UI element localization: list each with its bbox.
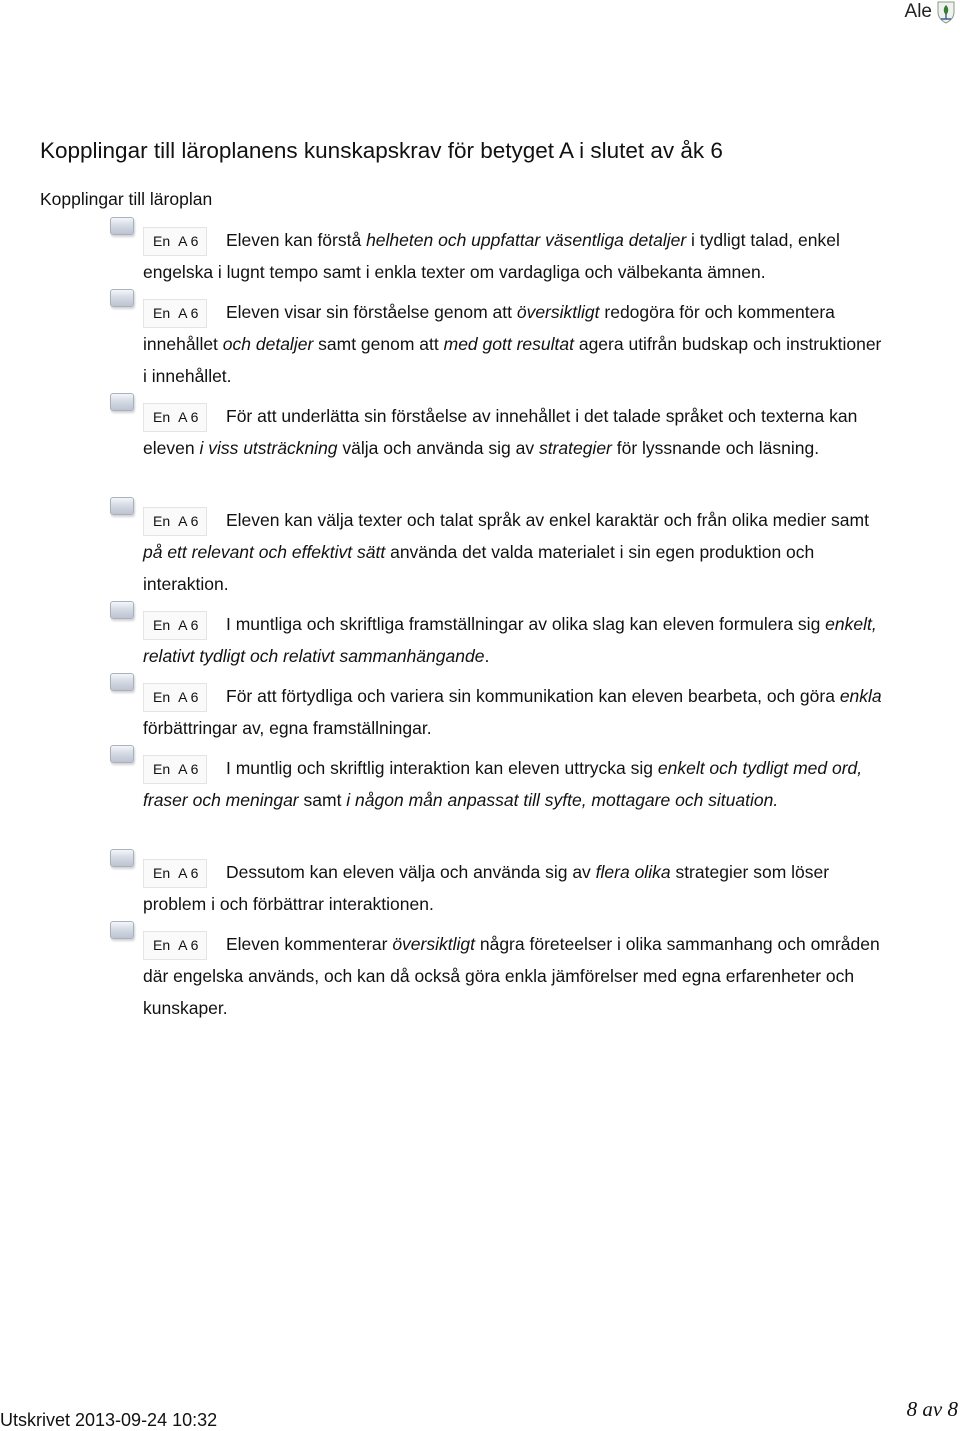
requirement-text: förbättringar av, egna framställningar. [143, 718, 432, 738]
requirement-item [143, 856, 883, 920]
bullet-icon [110, 393, 134, 411]
tag-subject: En [153, 688, 171, 705]
requirement-emphasis: enkla [839, 686, 882, 706]
section-title: Kopplingar till läroplan [40, 189, 213, 209]
tag-grade: A 6 [178, 232, 199, 249]
requirement-text: samt genom att [313, 334, 444, 354]
tag-grade: A 6 [178, 616, 199, 633]
tag-subject: En [153, 864, 171, 881]
bullet-icon [110, 497, 134, 515]
requirement-text: redogöra för och kommentera innehållet [143, 302, 835, 354]
requirement-text: För att underlätta sin förståelse av innehållet i det talade språket och texterna kan eleven [143, 406, 858, 458]
tag-grade: A 6 [178, 688, 199, 705]
subject-grade-tag [143, 611, 207, 640]
requirement-item [143, 296, 883, 392]
requirement-item [143, 504, 883, 600]
bullet-icon [110, 849, 134, 867]
requirement-text: Eleven visar sin förståelse genom att [226, 302, 517, 322]
print-timestamp: Utskrivet 2013-09-24 10:32 [0, 1410, 218, 1430]
requirement-item [143, 928, 883, 1024]
requirement-emphasis: i någon mån anpassat till syfte, mottagare och situation. [346, 790, 779, 810]
tag-subject: En [153, 512, 171, 529]
bullet-icon [110, 289, 134, 307]
bullet-icon [110, 601, 134, 619]
requirement-text: Eleven kan förstå [226, 230, 367, 250]
requirement-emphasis: strategier [538, 438, 612, 458]
tag-grade: A 6 [178, 512, 199, 529]
requirement-text: Eleven kommenterar [226, 934, 393, 954]
requirement-emphasis: enkelt och tydligt med ord, fraser och meningar [143, 758, 863, 810]
requirement-text: Eleven kan välja texter och talat språk av enkel karaktär och från olika medier samt [226, 510, 869, 530]
requirement-emphasis: i viss utsträckning [199, 438, 338, 458]
requirement-emphasis: på ett relevant och effektivt sätt [143, 542, 386, 562]
requirement-emphasis: översiktligt [516, 302, 600, 322]
requirement-text: agera utifrån budskap och instruktioner i innehållet. [143, 334, 882, 386]
tag-subject: En [153, 936, 171, 953]
subject-grade-tag [143, 859, 207, 888]
subject-grade-tag [143, 755, 207, 784]
header-brand [905, 0, 956, 24]
tag-grade: A 6 [178, 864, 199, 881]
tag-subject: En [153, 232, 171, 249]
tag-subject: En [153, 760, 171, 777]
tag-grade: A 6 [178, 408, 199, 425]
requirement-emphasis: flera olika [595, 862, 671, 882]
subject-grade-tag [143, 403, 207, 432]
requirement-text: välja och använda sig av [337, 438, 539, 458]
subject-grade-tag [143, 299, 207, 328]
requirement-emphasis: och detaljer [222, 334, 314, 354]
requirement-emphasis: med gott resultat [443, 334, 574, 354]
page-title: Kopplingar till läroplanens kunskapskrav för betyget A i slutet av åk 6 [40, 138, 723, 163]
subject-grade-tag [143, 683, 207, 712]
requirement-text: i tydligt talad, enkel engelska i lugnt tempo samt i enkla texter om vardagliga och välbekanta ämnen. [143, 230, 840, 282]
tag-subject: En [153, 304, 171, 321]
requirement-text: För att förtydliga och variera sin kommunikation kan eleven bearbeta, och göra [226, 686, 840, 706]
tag-grade: A 6 [178, 936, 199, 953]
requirement-text: strategier som löser problem i och förbättrar interaktionen. [143, 862, 830, 914]
requirement-emphasis: helheten och uppfattar väsentliga detaljer [366, 230, 687, 250]
bullet-icon [110, 921, 134, 939]
requirement-text: I muntlig och skriftlig interaktion kan eleven uttrycka sig [226, 758, 658, 778]
bullet-icon [110, 673, 134, 691]
requirement-text: I muntliga och skriftliga framställningar av olika slag kan eleven formulera sig [226, 614, 826, 634]
bullet-icon [110, 745, 134, 763]
page-number: 8 av 8 [906, 1397, 958, 1421]
subject-grade-tag [143, 931, 207, 960]
requirement-text: några företeelser i olika sammanhang och områden där engelska används, och kan då också göra enkla jämförelser med egna erfarenheter och kunskaper. [143, 934, 880, 1018]
requirement-text: . [484, 646, 490, 666]
subject-grade-tag [143, 227, 207, 256]
requirement-emphasis: enkelt, relativt tydligt och relativt sammanhängande [143, 614, 877, 666]
requirement-text: Dessutom kan eleven välja och använda sig av [226, 862, 596, 882]
requirement-item [143, 608, 883, 672]
requirement-item [143, 400, 883, 464]
tag-subject: En [153, 408, 171, 425]
bullet-icon [110, 217, 134, 235]
requirement-item [143, 680, 883, 744]
tag-grade: A 6 [178, 760, 199, 777]
subject-grade-tag [143, 507, 207, 536]
requirement-emphasis: översiktligt [392, 934, 475, 954]
requirement-text: samt [298, 790, 347, 810]
ale-municipality-crest-icon [936, 0, 956, 24]
tag-grade: A 6 [178, 304, 199, 321]
brand-name: Ale [904, 1, 932, 22]
requirement-text: för lyssnande och läsning. [611, 438, 820, 458]
requirement-item [143, 224, 883, 288]
requirement-text: använda det valda materialet i sin egen produktion och interaktion. [143, 542, 815, 594]
requirement-item [143, 752, 883, 816]
tag-subject: En [153, 616, 171, 633]
